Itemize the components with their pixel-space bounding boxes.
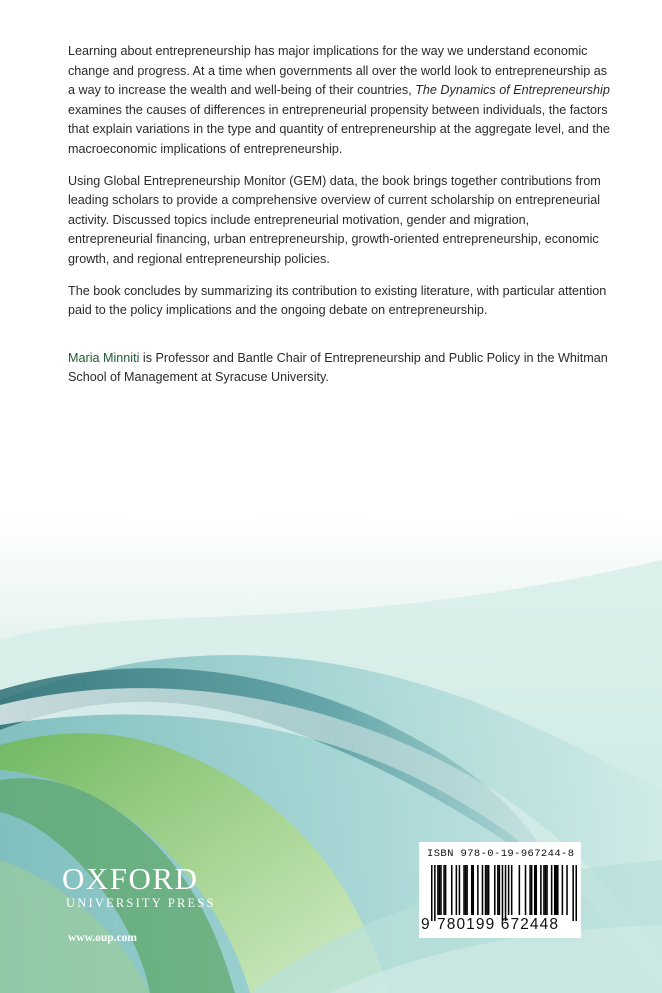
barcode-bar [456, 865, 458, 915]
paragraph-1-lead-text: Learning about entrepreneurship has major implications for the way we understand economic change and progress. At a time when governments all over the world look to entrepreneurship as a way to increase the wealth and well-being of their countries, [68, 44, 608, 98]
barcode-bar [519, 865, 521, 915]
author-name: Maria Minniti [68, 350, 140, 365]
barcode-bar [494, 865, 496, 915]
barcode-bar [485, 865, 487, 915]
barcode-bar [505, 865, 507, 921]
logo-oxford-wordmark: OXFORD [62, 861, 199, 896]
barcode-bar [545, 865, 547, 915]
barcode-bar [459, 865, 461, 915]
isbn-digits [419, 916, 581, 936]
barcode-bar [445, 865, 447, 915]
barcode-bar [440, 865, 442, 915]
barcode-bar [525, 865, 527, 915]
barcode-bar [437, 865, 439, 915]
barcode-bar [497, 865, 499, 915]
author-bio [68, 349, 613, 388]
barcode-bar [471, 865, 473, 915]
barcode-bar [511, 865, 513, 915]
barcode-bar [551, 865, 553, 915]
barcode-bar [562, 865, 564, 915]
barcode-bar [508, 865, 510, 915]
barcode-bar [451, 865, 453, 915]
barcode-bar [502, 865, 504, 921]
barcode-bar [572, 865, 574, 921]
barcode-bar [466, 865, 468, 915]
barcode-bar [434, 865, 436, 921]
barcode-bar [543, 865, 545, 915]
barcode-bar [554, 865, 556, 915]
barcode-bar [477, 865, 479, 915]
description-paragraph-1 [68, 42, 613, 160]
oxford-university-press-logo [62, 863, 262, 911]
book-title-italic: The Dynamics of Entrepreneurship [415, 83, 610, 98]
barcode-bar [488, 865, 490, 915]
isbn-label: ISBN 978-0-19-967244-8 [427, 848, 575, 860]
author-bio-text: is Professor and Bantle Chair of Entrepreneurship and Public Policy in the Whitman School of Management at Syracuse University. [68, 350, 608, 385]
barcode-bar [463, 865, 465, 915]
description-paragraph-2: Using Global Entrepreneurship Monitor (GEM) data, the book brings together contributions from leading scholars to provide a comprehensive overview of current scholarship on entrepreneurial activity. Discussed topics include entrepreneurial motivation, gender and migration, entrepreneurial financing, urban entrepreneurship, growth-oriented entrepreneurship, economic growth, and regional entrepreneurship policies. [68, 173, 601, 266]
barcode-bar [472, 865, 474, 915]
description-paragraph-3: The book concludes by summarizing its contribution to existing literature, with particular attention paid to the policy implications and the ongoing debate on entrepreneurship. [68, 283, 607, 318]
barcode-bar [499, 865, 501, 915]
barcode-bar [555, 865, 557, 915]
isbn-lead-digit: 9 [421, 916, 430, 933]
barcode-bars-graphic [431, 865, 577, 921]
barcode-bar [529, 865, 531, 915]
barcode-bar [431, 865, 433, 921]
logo-university-press: UNIVERSITY PRESS [66, 896, 216, 910]
barcode-bar [482, 865, 484, 915]
barcode-bar [566, 865, 568, 915]
barcode-bar [443, 865, 445, 915]
barcode-bar [540, 865, 542, 915]
barcode-bar [575, 865, 577, 921]
barcode-bar [534, 865, 536, 915]
barcode-bar [439, 865, 441, 915]
isbn-digit-groups: 780199 672448 [437, 916, 560, 933]
description-text-block [68, 42, 613, 400]
barcode-bar [557, 865, 559, 915]
barcode-bar [465, 865, 467, 915]
barcode-bar [536, 865, 538, 915]
isbn-barcode-box [419, 842, 581, 938]
barcode-bar [531, 865, 533, 915]
barcode-bar [486, 865, 488, 915]
barcode-bar [546, 865, 548, 915]
publisher-website-link[interactable]: www.oup.com [68, 932, 138, 944]
paragraph-1-trail-text: examines the causes of differences in entrepreneurial propensity between individuals, the factors that explain variations in the type and quantity of entrepreneurship at the aggregate level, and the macroeconomic implications of entrepreneurship. [68, 102, 610, 156]
